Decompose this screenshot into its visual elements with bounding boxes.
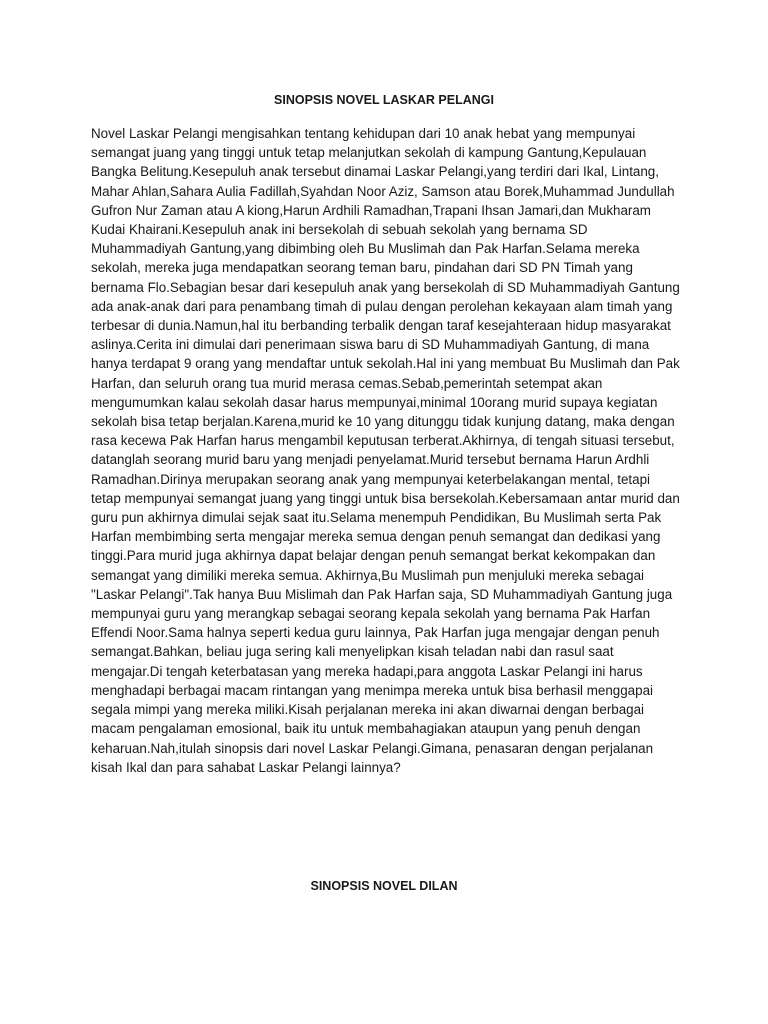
synopsis-paragraph: Novel Laskar Pelangi mengisahkan tentang kehidupan dari 10 anak hebat yang mempunyai semangat juang yang tinggi untuk tetap melanjutkan sekolah di kampung Gantung,Kepulauan Bangka Belitung.Kesepuluh anak tersebut dinamai Laskar Pelangi,yang terdiri dari Ikal, Lintang, Mahar Ahlan,Sahara Aulia Fadillah,Syahdan Noor Aziz, Samson atau Borek,Muhammad Jundullah Gufron Nur Zaman atau A kiong,Harun Ardhili Ramadhan,Trapani Ihsan Jamari,dan Mukharam Kudai Khairani.Kesepuluh anak ini bersekolah di sebuah sekolah yang bernama SD Muhammadiyah Gantung,yang dibimbing oleh Bu Muslimah dan Pak Harfan.Selama mereka sekolah, mereka juga mendapatkan seorang teman baru, pindahan dari SD PN Timah yang bernama Flo.Sebagian besar dari kesepuluh anak yang bersekolah di SD Muhammadiyah Gantung ada anak-anak dari para penambang timah di pulau dengan perolehan kekayaan alam timah yang terbesar di dunia.Namun,hal itu berbanding terbalik dengan taraf kesejahteraan hidup masyarakat aslinya.Cerita ini dimulai dari penerimaan siswa baru di SD Muhammadiyah Gantung, di mana hanya terdapat 9 orang yang mendaftar untuk sekolah.Hal ini yang membuat Bu Muslimah dan Pak Harfan, dan seluruh orang tua murid merasa cemas.Sebab,pemerintah setempat akan mengumumkan kalau sekolah dasar harus mempunyai,minimal 10orang murid supaya kegiatan sekolah bisa tetap berjalan.Karena,murid ke 10 yang ditunggu tidak kunjung datang, maka dengan rasa kecewa Pak Harfan harus mengambil keputusan terberat.Akhirnya, di tengah situasi tersebut, datanglah seorang murid baru yang menjadi penyelamat.Murid tersebut bernama Harun Ardhli Ramadhan.Dirinya merupakan seorang anak yang mempunyai keterbelakangan mental, tetapi tetap mempunyai semangat juang yang tinggi untuk bisa bersekolah.Kebersamaan antar murid dan guru pun akhirnya dimulai sejak saat itu.Selama menempuh Pendidikan, Bu Muslimah serta Pak Harfan membimbing serta mengajar mereka semua dengan penuh semangat dan dedikasi yang tinggi.Para murid juga akhirnya dapat belajar dengan penuh semangat berkat kekompakan dan semangat yang dimiliki mereka semua. Akhirnya,Bu Muslimah pun menjuluki mereka sebagai "Laskar Pelangi".Tak hanya Buu Mislimah dan Pak Harfan saja, SD Muhammadiyah Gantung juga mempunyai guru yang merangkap sebagai seorang kepala sekolah yang bernama Pak Harfan Effendi Noor.Sama halnya seperti kedua guru lainnya, Pak Harfan juga mengajar dengan penuh semangat.Bahkan, beliau juga sering kali menyelipkan kisah teladan nabi dan rasul saat mengajar.Di tengah keterbatasan yang mereka hadapi,para anggota Laskar Pelangi ini harus menghadapi berbagai macam rintangan yang menimpa mereka untuk bisa berhasil menggapai segala mimpi yang mereka miliki.Kisah perjalanan mereka ini akan diwarnai dengan berbagai macam pengalaman emosional, baik itu untuk membahagiakan ataupun yang penuh dengan keharuan.Nah,itulah sinopsis dari novel Laskar Pelangi.Gimana, penasaran dengan perjalanan kisah Ikal dan para sahabat Laskar Pelangi lainnya? bbox=[91, 126, 680, 775]
document-title-dilan: SINOPSIS NOVEL DILAN bbox=[310, 879, 458, 893]
document-title-laskar-pelangi: SINOPSIS NOVEL LASKAR PELANGI bbox=[274, 93, 494, 107]
